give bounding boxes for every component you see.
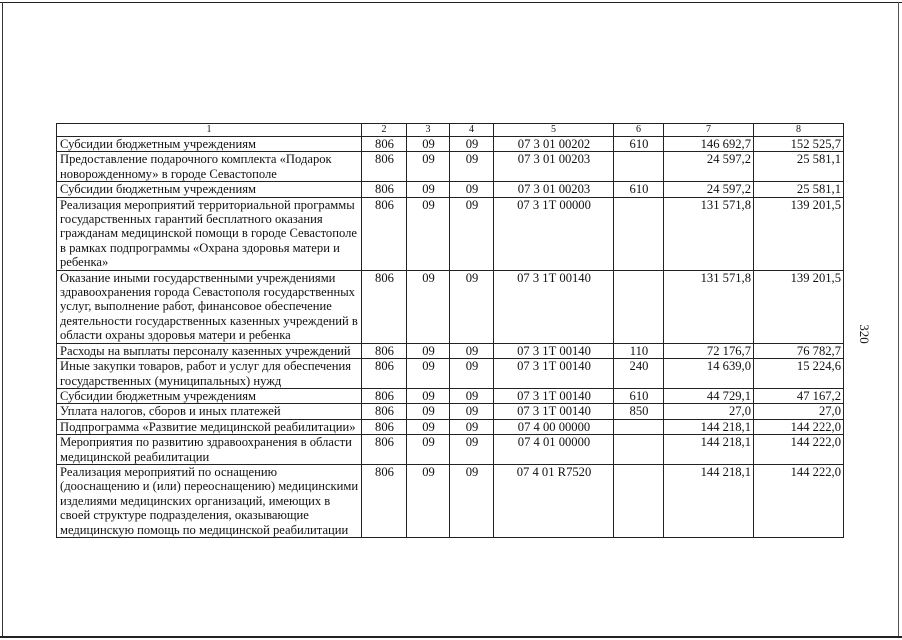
row-name: Оказание иными государственными учреждениями здравоохранения города Севастополя государственных услуг, выполнение работ, финансовое обеспечение деятельности государственных казенных учреждений в области охраны здоровья матери и ребенка	[57, 270, 362, 343]
amount-col8: 47 167,2	[754, 388, 844, 403]
row-name: Подпрограмма «Развитие медицинской реабилитации»	[57, 419, 362, 434]
expense-type-code: 240	[614, 359, 664, 389]
amount-col7: 144 218,1	[664, 435, 754, 465]
amount-col8: 27,0	[754, 404, 844, 419]
target-article-code: 07 3 1Т 00140	[494, 359, 614, 389]
expense-type-code	[614, 435, 664, 465]
header-cell: 7	[664, 124, 754, 137]
expense-type-code	[614, 419, 664, 434]
expense-type-code: 110	[614, 343, 664, 358]
table-row	[57, 435, 844, 465]
target-article-code: 07 3 01 00203	[494, 182, 614, 197]
subsection-code: 09	[450, 359, 494, 389]
page-border-top	[0, 2, 902, 3]
target-article-code: 07 4 01 R7520	[494, 464, 614, 537]
expense-type-code	[614, 464, 664, 537]
table-row	[57, 388, 844, 403]
table-row	[57, 152, 844, 182]
amount-col7: 72 176,7	[664, 343, 754, 358]
amount-col7: 144 218,1	[664, 419, 754, 434]
amount-col7: 146 692,7	[664, 137, 754, 152]
target-article-code: 07 3 1Т 00140	[494, 270, 614, 343]
target-article-code: 07 3 1Т 00140	[494, 343, 614, 358]
header-cell: 1	[57, 124, 362, 137]
expense-type-code	[614, 270, 664, 343]
table-row	[57, 419, 844, 434]
subsection-code: 09	[450, 464, 494, 537]
row-name: Субсидии бюджетным учреждениям	[57, 388, 362, 403]
amount-col7: 131 571,8	[664, 270, 754, 343]
row-name: Уплата налогов, сборов и иных платежей	[57, 404, 362, 419]
target-article-code: 07 3 1Т 00000	[494, 197, 614, 270]
amount-col7: 27,0	[664, 404, 754, 419]
table-row	[57, 343, 844, 358]
header-cell: 3	[407, 124, 450, 137]
ministry-code: 806	[362, 137, 407, 152]
row-name: Реализация мероприятий по оснащению (дооснащению и (или) переоснащению) медицинскими изделиями медицинских организаций, имеющих в своей структуре подразделения, оказывающие медицинскую помощь по медицинской реабилитации	[57, 464, 362, 537]
target-article-code: 07 3 01 00203	[494, 152, 614, 182]
section-code: 09	[407, 343, 450, 358]
amount-col8: 139 201,5	[754, 270, 844, 343]
page-border-bottom	[0, 636, 902, 638]
amount-col8: 144 222,0	[754, 435, 844, 465]
ministry-code: 806	[362, 404, 407, 419]
section-code: 09	[407, 182, 450, 197]
section-code: 09	[407, 464, 450, 537]
amount-col8: 152 525,7	[754, 137, 844, 152]
target-article-code: 07 3 1Т 00140	[494, 404, 614, 419]
section-code: 09	[407, 404, 450, 419]
section-code: 09	[407, 197, 450, 270]
header-cell: 2	[362, 124, 407, 137]
ministry-code: 806	[362, 435, 407, 465]
subsection-code: 09	[450, 182, 494, 197]
ministry-code: 806	[362, 464, 407, 537]
subsection-code: 09	[450, 404, 494, 419]
table-row	[57, 359, 844, 389]
expense-type-code: 610	[614, 182, 664, 197]
subsection-code: 09	[450, 197, 494, 270]
row-name: Реализация мероприятий территориальной программы государственных гарантий бесплатного оказания гражданам медицинской помощи в городе Севастополе в рамках подпрограммы «Охрана здоровья матери и ребенка»	[57, 197, 362, 270]
section-code: 09	[407, 152, 450, 182]
amount-col8: 139 201,5	[754, 197, 844, 270]
ministry-code: 806	[362, 152, 407, 182]
ministry-code: 806	[362, 419, 407, 434]
amount-col8: 144 222,0	[754, 419, 844, 434]
header-cell: 4	[450, 124, 494, 137]
subsection-code: 09	[450, 343, 494, 358]
ministry-code: 806	[362, 197, 407, 270]
ministry-code: 806	[362, 270, 407, 343]
amount-col8: 144 222,0	[754, 464, 844, 537]
table-header-row	[57, 124, 844, 137]
subsection-code: 09	[450, 270, 494, 343]
ministry-code: 806	[362, 388, 407, 403]
section-code: 09	[407, 137, 450, 152]
expense-type-code: 850	[614, 404, 664, 419]
target-article-code: 07 4 00 00000	[494, 419, 614, 434]
target-article-code: 07 3 1Т 00140	[494, 388, 614, 403]
section-code: 09	[407, 270, 450, 343]
row-name: Иные закупки товаров, работ и услуг для обеспечения государственных (муниципальных) нужд	[57, 359, 362, 389]
table-row	[57, 270, 844, 343]
amount-col8: 15 224,6	[754, 359, 844, 389]
header-cell: 6	[614, 124, 664, 137]
row-name: Мероприятия по развитию здравоохранения в области медицинской реабилитации	[57, 435, 362, 465]
ministry-code: 806	[362, 343, 407, 358]
ministry-code: 806	[362, 359, 407, 389]
subsection-code: 09	[450, 152, 494, 182]
ministry-code: 806	[362, 182, 407, 197]
amount-col8: 25 581,1	[754, 182, 844, 197]
header-cell: 8	[754, 124, 844, 137]
expense-type-code: 610	[614, 137, 664, 152]
amount-col7: 144 218,1	[664, 464, 754, 537]
section-code: 09	[407, 419, 450, 434]
row-name: Расходы на выплаты персоналу казенных учреждений	[57, 343, 362, 358]
table-row	[57, 137, 844, 152]
table-row	[57, 464, 844, 537]
amount-col7: 44 729,1	[664, 388, 754, 403]
amount-col7: 14 639,0	[664, 359, 754, 389]
header-cell: 5	[494, 124, 614, 137]
subsection-code: 09	[450, 419, 494, 434]
subsection-code: 09	[450, 435, 494, 465]
expense-type-code	[614, 152, 664, 182]
section-code: 09	[407, 388, 450, 403]
table-row	[57, 197, 844, 270]
amount-col8: 76 782,7	[754, 343, 844, 358]
table-row	[57, 404, 844, 419]
row-name: Предоставление подарочного комплекта «Подарок новорожденному» в городе Севастополе	[57, 152, 362, 182]
page-number: 320	[857, 324, 872, 344]
target-article-code: 07 4 01 00000	[494, 435, 614, 465]
budget-table	[56, 123, 844, 538]
amount-col7: 131 571,8	[664, 197, 754, 270]
expense-type-code: 610	[614, 388, 664, 403]
amount-col8: 25 581,1	[754, 152, 844, 182]
expense-type-code	[614, 197, 664, 270]
row-name: Субсидии бюджетным учреждениям	[57, 182, 362, 197]
section-code: 09	[407, 359, 450, 389]
page-border-right	[898, 2, 899, 638]
subsection-code: 09	[450, 137, 494, 152]
table-row	[57, 182, 844, 197]
target-article-code: 07 3 01 00202	[494, 137, 614, 152]
subsection-code: 09	[450, 388, 494, 403]
section-code: 09	[407, 435, 450, 465]
page-border-left	[2, 2, 3, 638]
row-name: Субсидии бюджетным учреждениям	[57, 137, 362, 152]
amount-col7: 24 597,2	[664, 182, 754, 197]
amount-col7: 24 597,2	[664, 152, 754, 182]
